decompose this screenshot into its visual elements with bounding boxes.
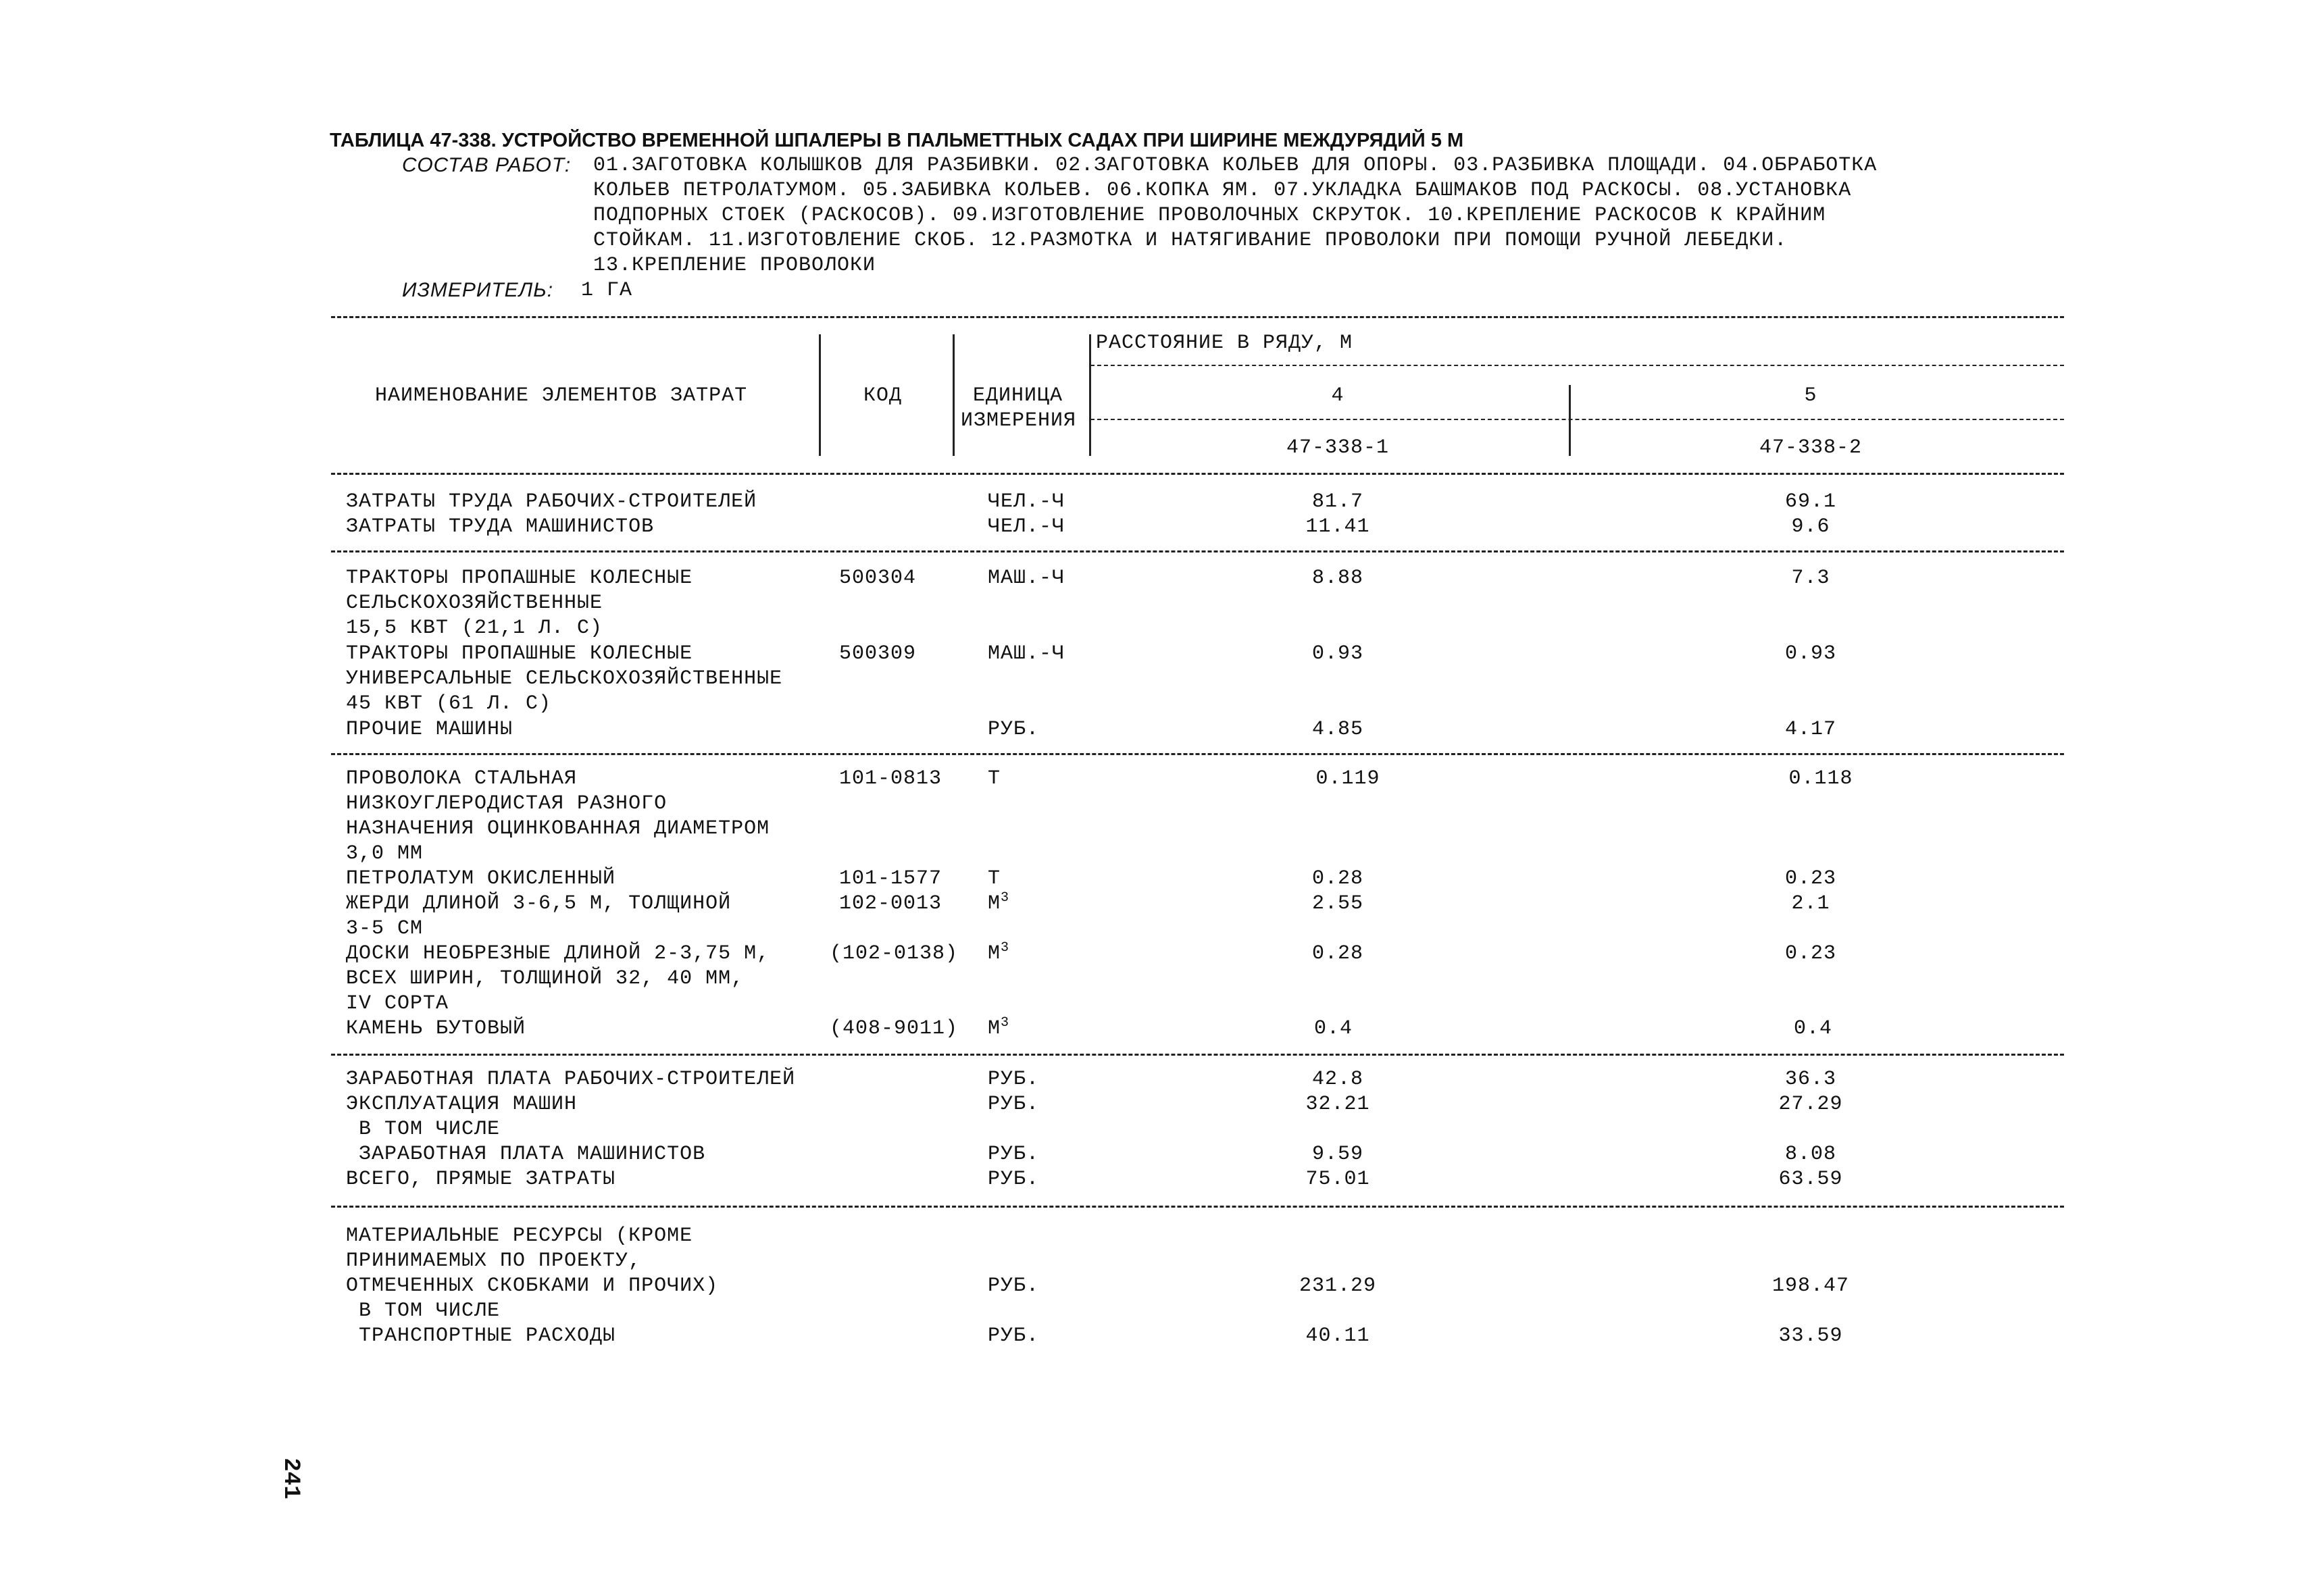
- row-value-b: 9.6: [1791, 515, 1830, 538]
- composition-line: КОЛЬЕВ ПЕТРОЛАТУМОМ. 05.ЗАБИВКА КОЛЬЕВ. 06.КОПКА ЯМ. 07.УКЛАДКА БАШМАКОВ ПОД РАСКОСЫ. 08.УСТАНОВКА: [593, 179, 1852, 202]
- row-value-b: 36.3: [1784, 1068, 1836, 1091]
- row-unit: РУБ.: [988, 1168, 1040, 1191]
- row-value-a: 81.7: [1311, 490, 1363, 513]
- row-unit: ЧЕЛ.-Ч: [988, 490, 1065, 513]
- row-unit: РУБ.: [988, 1324, 1040, 1347]
- col-unit-header: ЕДИНИЦА: [973, 384, 1063, 407]
- code-a: 47-338-1: [1286, 436, 1390, 459]
- col-name-header: НАИМЕНОВАНИЕ ЭЛЕМЕНТОВ ЗАТРАТ: [375, 384, 748, 407]
- row-value-a: 4.85: [1311, 718, 1363, 741]
- row-value-a: 32.21: [1305, 1093, 1370, 1116]
- row-unit: Т: [988, 867, 1001, 890]
- row-unit: МАШ.-Ч: [988, 567, 1065, 590]
- row-name: ЗАТРАТЫ ТРУДА МАШИНИСТОВ: [346, 515, 655, 538]
- rule: [1090, 365, 2064, 366]
- row-value-a: 8.88: [1311, 567, 1363, 590]
- row-code: 500309: [839, 642, 917, 665]
- composition-line: ПОДПОРНЫХ СТОЕК (РАСКОСОВ). 09.ИЗГОТОВЛЕНИЕ ПРОВОЛОЧНЫХ СКРУТОК. 10.КРЕПЛЕНИЕ РАСКОСОВ К КРАЙНИМ: [593, 204, 1826, 227]
- row-unit: МАШ.-Ч: [988, 642, 1065, 665]
- row-name: ЭКСПЛУАТАЦИЯ МАШИН: [346, 1093, 578, 1116]
- distance-4: 4: [1331, 384, 1344, 407]
- row-unit: РУБ.: [988, 1068, 1040, 1091]
- row-code: 500304: [839, 567, 917, 590]
- row-value-b: 33.59: [1778, 1324, 1843, 1347]
- code-b: 47-338-2: [1759, 436, 1863, 459]
- row-value-b: 63.59: [1778, 1168, 1843, 1191]
- row-value-a: 0.4: [1314, 1017, 1353, 1040]
- row-name: ПРОВОЛОКА СТАЛЬНАЯ: [346, 767, 578, 790]
- row-code: (102-0138): [830, 942, 959, 965]
- row-value-a: 0.28: [1311, 942, 1363, 965]
- row-name: КАМЕНЬ БУТОВЫЙ: [346, 1017, 526, 1040]
- row-name: ДОСКИ НЕОБРЕЗНЫЕ ДЛИНОЙ 2-3,75 М,: [346, 942, 770, 965]
- row-name: ТРАНСПОРТНЫЕ РАСХОДЫ: [346, 1324, 616, 1347]
- row-name: ТРАКТОРЫ ПРОПАШНЫЕ КОЛЕСНЫЕ: [346, 567, 693, 590]
- row-value-a: 75.01: [1305, 1168, 1370, 1191]
- row-value-b: 0.23: [1784, 942, 1836, 965]
- row-name: В ТОМ ЧИСЛЕ: [346, 1299, 501, 1322]
- row-name: ЗАРАБОТНАЯ ПЛАТА РАБОЧИХ-СТРОИТЕЛЕЙ: [346, 1068, 796, 1091]
- row-name: ЖЕРДИ ДЛИНОЙ 3-6,5 М, ТОЛЩИНОЙ: [346, 892, 732, 915]
- row-name: ЗАТРАТЫ ТРУДА РАБОЧИХ-СТРОИТЕЛЕЙ: [346, 490, 757, 513]
- table-title: ТАБЛИЦА 47-338. УСТРОЙСТВО ВРЕМЕННОЙ ШПАЛЕРЫ В ПАЛЬМЕТТНЫХ САДАХ ПРИ ШИРИНЕ МЕЖДУРЯДИЙ 5 М: [330, 130, 1464, 151]
- rule: [331, 473, 2064, 475]
- row-unit: РУБ.: [988, 1275, 1040, 1297]
- row-name: НИЗКОУГЛЕРОДИСТАЯ РАЗНОГО: [346, 792, 668, 815]
- rule: [331, 1206, 2064, 1208]
- column-divider: [1089, 334, 1091, 456]
- row-value-a: 2.55: [1311, 892, 1363, 915]
- row-name: ПЕТРОЛАТУМ ОКИСЛЕННЫЙ: [346, 867, 616, 890]
- distance-5: 5: [1804, 384, 1817, 407]
- row-unit: Т: [988, 767, 1001, 790]
- column-divider: [1569, 385, 1571, 456]
- unit-superscript: 3: [1001, 890, 1010, 906]
- row-value-a: 0.93: [1311, 642, 1363, 665]
- page-number: 241: [278, 1458, 303, 1499]
- row-value-a: 11.41: [1305, 515, 1370, 538]
- row-value-a: 0.119: [1315, 767, 1380, 790]
- row-value-b: 2.1: [1791, 892, 1830, 915]
- rule: [331, 753, 2064, 755]
- row-value-b: 69.1: [1784, 490, 1836, 513]
- row-value-b: 8.08: [1784, 1143, 1836, 1166]
- row-name: ПРОЧИЕ МАШИНЫ: [346, 718, 513, 741]
- row-code: 102-0013: [839, 892, 942, 915]
- column-divider: [953, 334, 955, 456]
- row-name: IV СОРТА: [346, 992, 449, 1015]
- unit-label: ИЗМЕРИТЕЛЬ:: [402, 279, 554, 301]
- composition-line: СТОЙКАМ. 11.ИЗГОТОВЛЕНИЕ СКОБ. 12.РАЗМОТКА И НАТЯГИВАНИЕ ПРОВОЛОКИ ПРИ ПОМОЩИ РУЧНОЙ ЛЕБЕДКИ.: [593, 229, 1788, 252]
- row-name: 3-5 СМ: [346, 917, 424, 940]
- distance-header: РАССТОЯНИЕ В РЯДУ, М: [1096, 332, 1353, 355]
- row-value-b: 7.3: [1791, 567, 1830, 590]
- row-name: В ТОМ ЧИСЛЕ: [346, 1118, 501, 1141]
- row-name: ОТМЕЧЕННЫХ СКОБКАМИ И ПРОЧИХ): [346, 1275, 719, 1297]
- rule: [331, 550, 2064, 552]
- col-code-header: КОД: [863, 384, 903, 407]
- row-value-a: 9.59: [1311, 1143, 1363, 1166]
- row-code: (408-9011): [830, 1017, 959, 1040]
- row-code: 101-0813: [839, 767, 942, 790]
- unit-superscript: 3: [1001, 940, 1010, 956]
- row-unit: РУБ.: [988, 1093, 1040, 1116]
- row-code: 101-1577: [839, 867, 942, 890]
- unit-superscript: 3: [1001, 1015, 1010, 1031]
- composition-line: 13.КРЕПЛЕНИЕ ПРОВОЛОКИ: [593, 254, 876, 277]
- row-value-a: 42.8: [1311, 1068, 1363, 1091]
- unit-value: 1 ГА: [581, 279, 633, 302]
- row-value-b: 0.118: [1788, 767, 1853, 790]
- row-name: ПРИНИМАЕМЫХ ПО ПРОЕКТУ,: [346, 1250, 642, 1272]
- row-value-b: 4.17: [1784, 718, 1836, 741]
- row-value-b: 0.4: [1794, 1017, 1833, 1040]
- row-name: ТРАКТОРЫ ПРОПАШНЫЕ КОЛЕСНЫЕ: [346, 642, 693, 665]
- composition-line: 01.ЗАГОТОВКА КОЛЫШКОВ ДЛЯ РАЗБИВКИ. 02.ЗАГОТОВКА КОЛЬЕВ ДЛЯ ОПОРЫ. 03.РАЗБИВКА ПЛОЩАДИ. 04.ОБРАБОТКА: [593, 154, 1878, 177]
- column-divider: [819, 334, 821, 456]
- row-value-b: 0.23: [1784, 867, 1836, 890]
- row-name: ЗАРАБОТНАЯ ПЛАТА МАШИНИСТОВ: [346, 1143, 706, 1166]
- row-name: УНИВЕРСАЛЬНЫЕ СЕЛЬСКОХОЗЯЙСТВЕННЫЕ: [346, 667, 783, 690]
- row-unit: РУБ.: [988, 718, 1040, 741]
- row-name: ВСЕГО, ПРЯМЫЕ ЗАТРАТЫ: [346, 1168, 616, 1191]
- row-name: ВСЕХ ШИРИН, ТОЛЩИНОЙ 32, 40 ММ,: [346, 967, 745, 990]
- row-unit: ЧЕЛ.-Ч: [988, 515, 1065, 538]
- rule: [331, 316, 2064, 318]
- row-unit: $М^3$: [988, 940, 1010, 965]
- row-value-b: 198.47: [1771, 1275, 1850, 1297]
- composition-label: СОСТАВ РАБОТ:: [402, 154, 572, 176]
- row-value-b: 27.29: [1778, 1093, 1843, 1116]
- row-value-a: 231.29: [1299, 1275, 1377, 1297]
- row-name: 15,5 КВТ (21,1 Л. С): [346, 617, 603, 640]
- row-name: МАТЕРИАЛЬНЫЕ РЕСУРСЫ (КРОМЕ: [346, 1225, 693, 1247]
- row-unit: РУБ.: [988, 1143, 1040, 1166]
- rule: [331, 1054, 2064, 1056]
- row-value-b: 0.93: [1784, 642, 1836, 665]
- row-name: НАЗНАЧЕНИЯ ОЦИНКОВАННАЯ ДИАМЕТРОМ: [346, 817, 770, 840]
- rule: [1090, 419, 2064, 420]
- row-name: 45 КВТ (61 Л. С): [346, 692, 552, 715]
- row-value-a: 0.28: [1311, 867, 1363, 890]
- row-value-a: 40.11: [1305, 1324, 1370, 1347]
- row-unit: $М^3$: [988, 1015, 1010, 1040]
- col-unit-header: ИЗМЕРЕНИЯ: [961, 409, 1077, 432]
- row-unit: $М^3$: [988, 890, 1010, 915]
- row-name: 3,0 ММ: [346, 842, 424, 865]
- row-name: СЕЛЬСКОХОЗЯЙСТВЕННЫЕ: [346, 592, 603, 615]
